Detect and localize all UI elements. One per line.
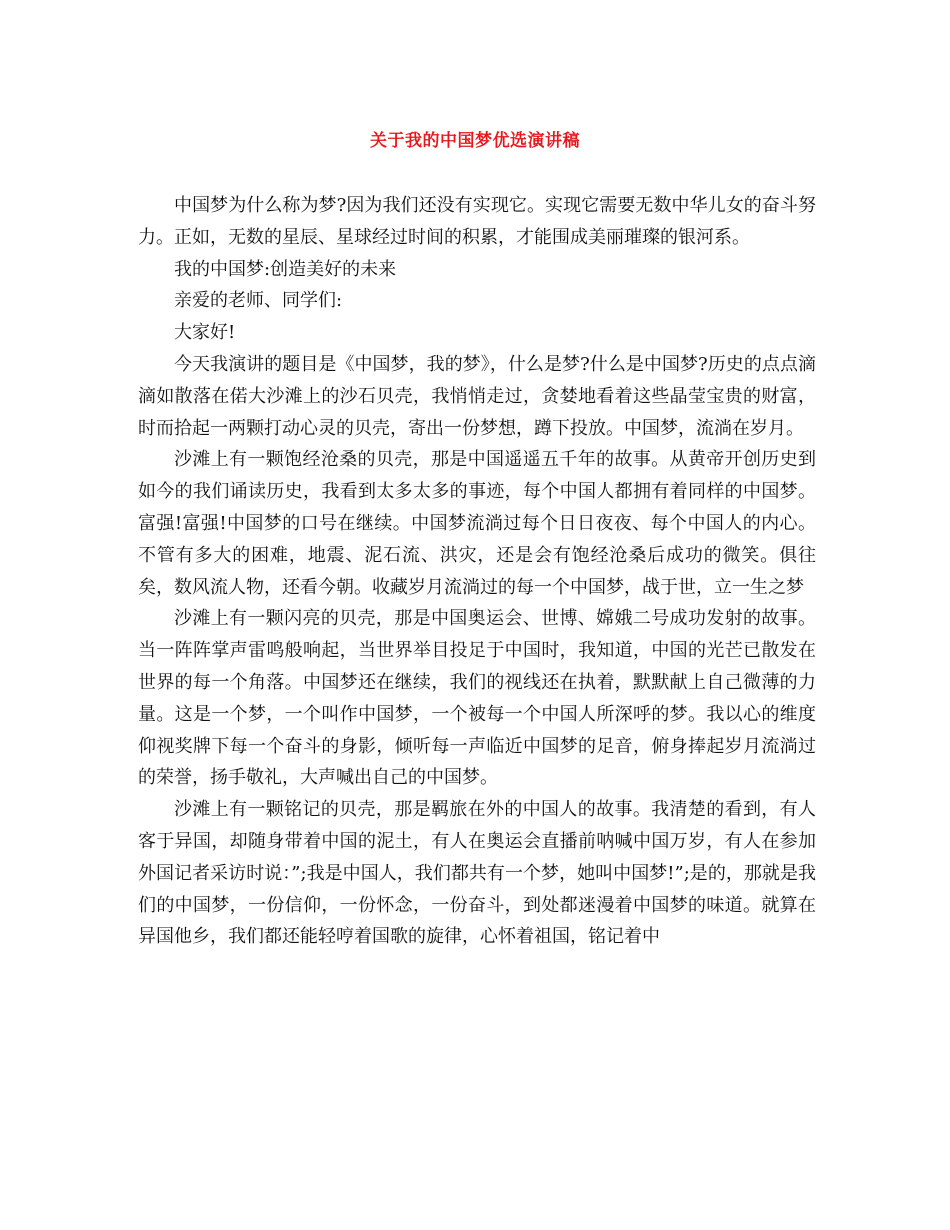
document-title: 关于我的中国梦优选演讲稿 [370,131,580,151]
paragraph: 沙滩上有一颗饱经沧桑的贝壳，那是中国遥遥五千年的故事。从黄帝开创历史到如今的我们诵读历史，我看到太多太多的事迹，每个中国人都拥有着同样的中国梦。富强!富强!中国梦的口号在继续。中国梦流淌过每个日日夜夜、每个中国人的内心。不管有多大的困难，地震、泥石流、洪灾，还是会有饱经沧桑后成功的微笑。俱往矣，数风流人物，还看今朝。收藏岁月流淌过的每一个中国梦，战于世，立一生之梦 [138,449,816,598]
paragraph: 沙滩上有一颗铭记的贝壳，那是羁旅在外的中国人的故事。我清楚的看到，有人客于异国，却随身带着中国的泥土，有人在奥运会直播前呐喊中国万岁，有人在参加外国记者采访时说：”;我是中国人，我们都共有一个梦，她叫中国梦!”;是的，那就是我们的中国梦，一份信仰，一份怀念，一份奋斗，到处都迷漫着中国梦的味道。就算在异国他乡，我们都还能轻哼着国歌的旋律，心怀着祖国，铭记着中 [138,799,816,948]
paragraph: 我的中国梦:创造美好的未来 [174,258,397,280]
paragraph: 今天我演讲的题目是《中国梦，我的梦》，什么是梦?什么是中国梦?历史的点点滴滴如散落在偌大沙滩上的沙石贝壳，我悄悄走过，贪婪地看着这些晶莹宝贵的财富，时而拾起一两颗打动心灵的贝壳，寄出一份梦想，蹲下投放。中国梦，流淌在岁月。 [138,353,816,439]
paragraph: 沙滩上有一颗闪亮的贝壳，那是中国奥运会、世博、嫦娥二号成功发射的故事。当一阵阵掌声雷鸣般响起，当世界举目投足于中国时，我知道，中国的光芒已散发在世界的每一个角落。中国梦还在继续，我们的视线还在执着，默默献上自己微薄的力量。这是一个梦，一个叫作中国梦，一个被每一个中国人所深呼的梦。我以心的维度仰视奖牌下每一个奋斗的身影，倾听每一声临近中国梦的足音，俯身捧起岁月流淌过的荣誉，扬手敬礼，大声喊出自己的中国梦。 [138,608,816,789]
paragraph: 亲爱的老师、同学们: [174,290,343,312]
document-body [138,190,816,953]
paragraph: 中国梦为什么称为梦?因为我们还没有实现它。实现它需要无数中华儿女的奋斗努力。正如，无数的星辰、星球经过时间的积累，才能围成美丽璀璨的银河系。 [138,195,816,248]
paragraph: 大家好! [174,322,236,344]
